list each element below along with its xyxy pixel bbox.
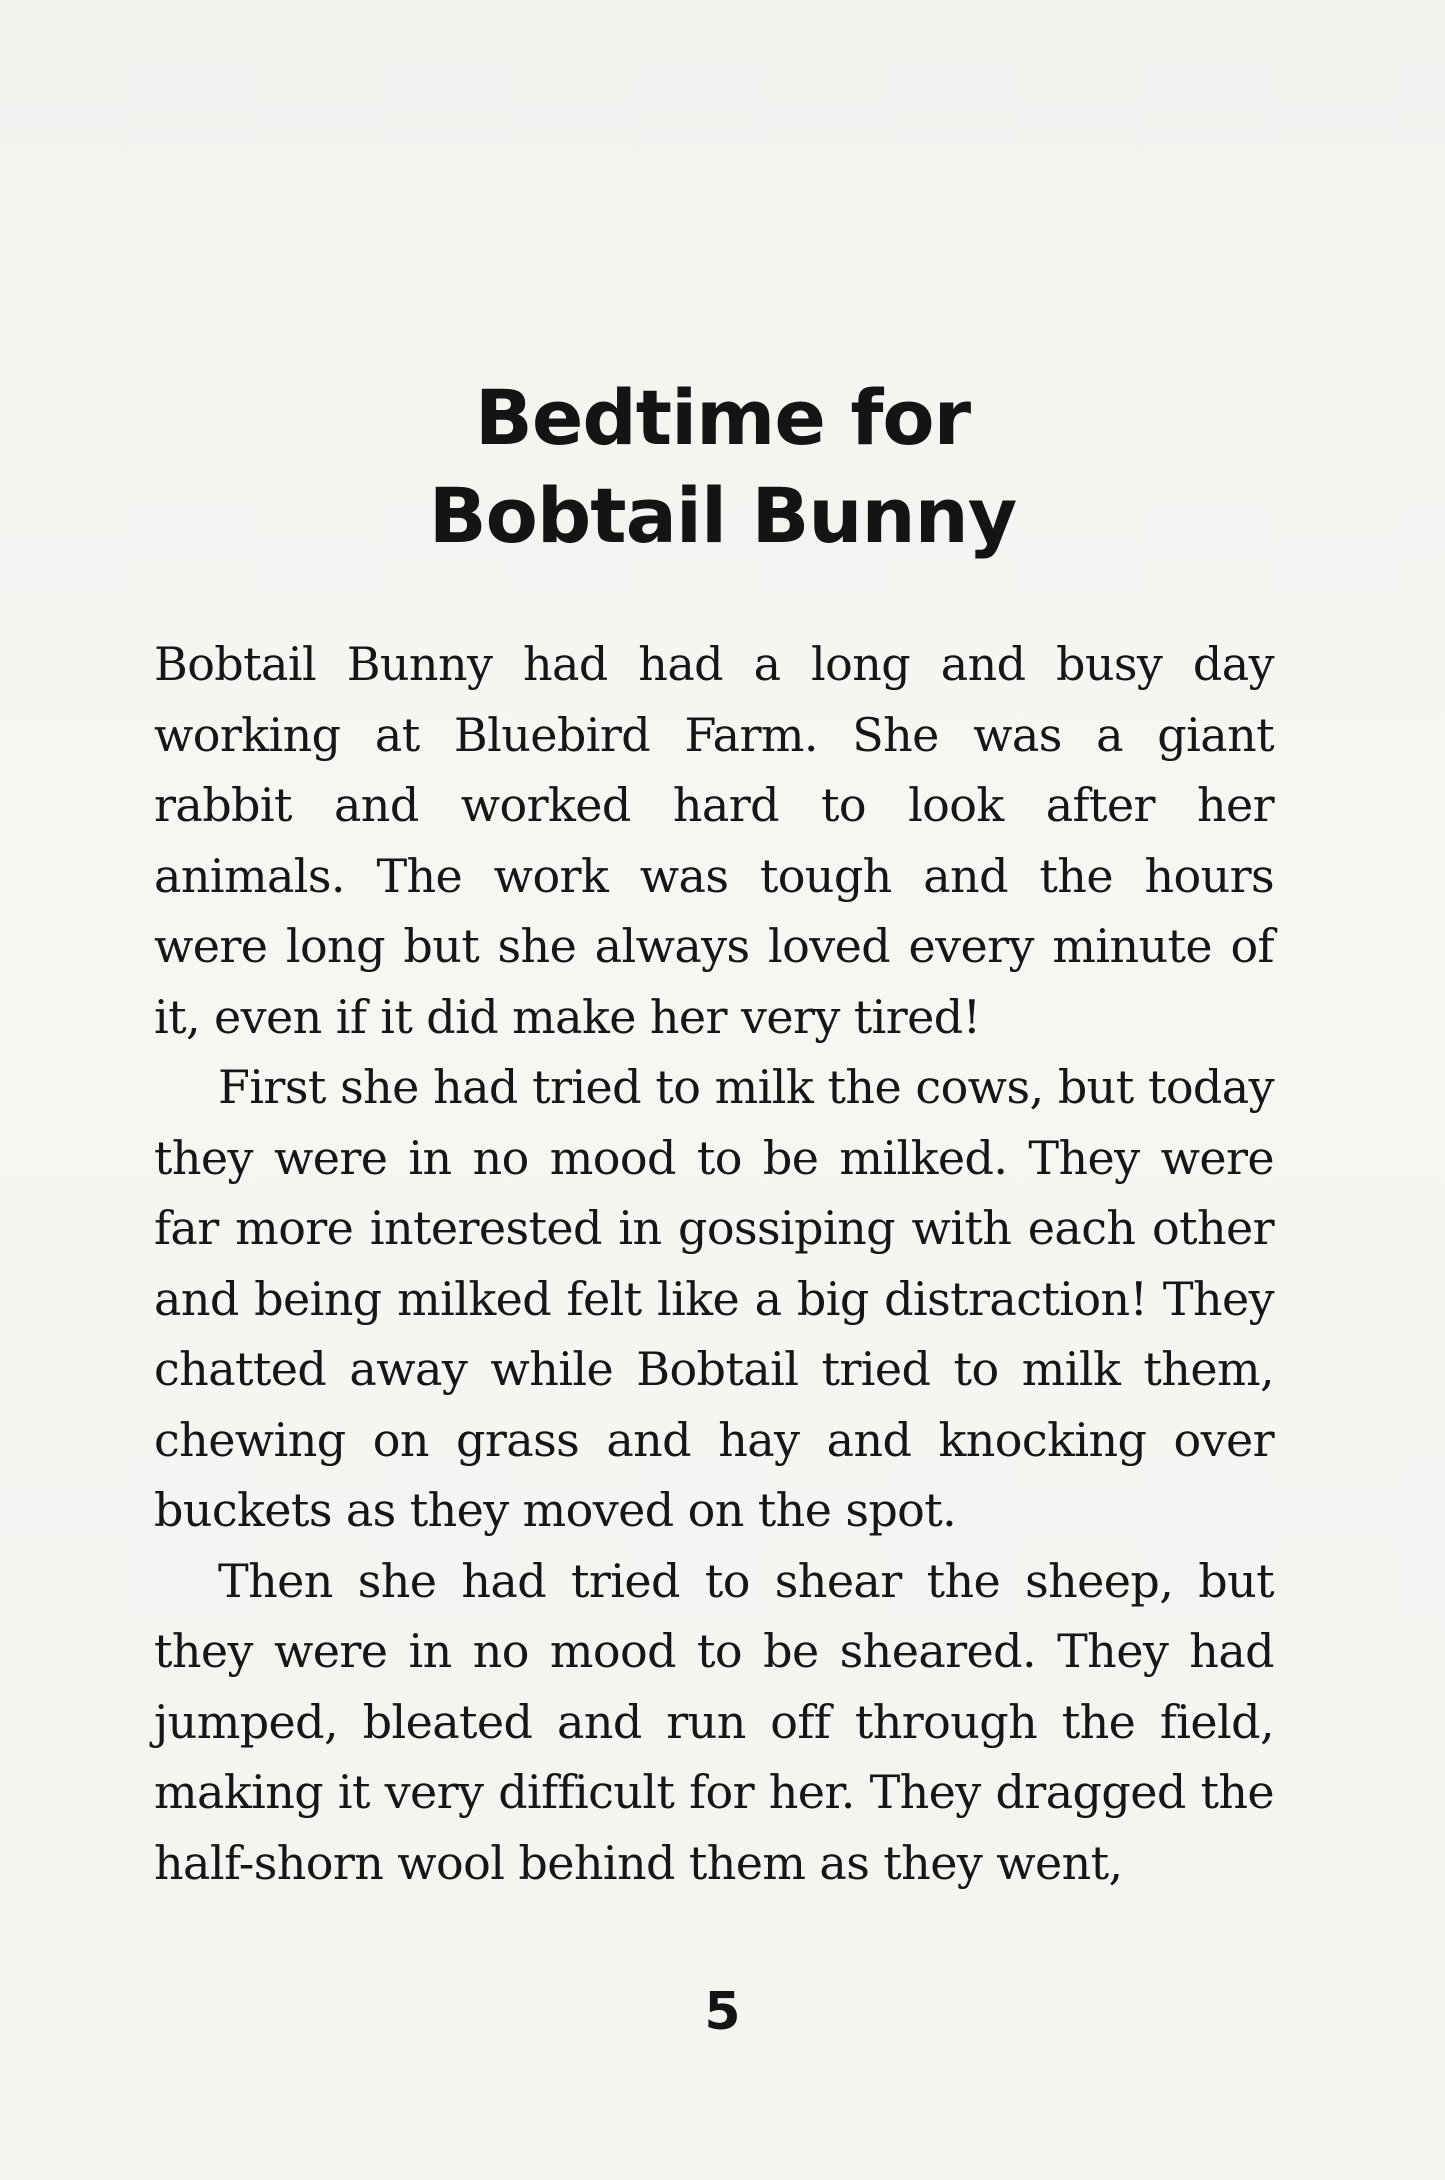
story-title-line-1: Bedtime for — [474, 372, 971, 462]
paragraph-2: First she had tried to milk the cows, but today they were in no mood to be milked. They were far more interested in gossiping with each other and being milked felt like a big distraction! They chatted away while Bobtail tried to milk them, chewing on grass and hay and knocking over buckets as they moved on the spot. — [154, 1060, 1274, 1537]
page-number: 5 — [704, 1982, 741, 2042]
paragraph-1: Bobtail Bunny had had a long and busy day working at Bluebird Farm. She was a giant rabbit and worked hard to look after her animals. The work was tough and the hours were long but she always loved every minute of it, even if it did make her very tired! — [154, 637, 1274, 1044]
story-body — [154, 629, 1274, 1898]
story-title — [0, 369, 1445, 565]
paragraph-3: Then she had tried to shear the sheep, but they were in no mood to be sheared. They had jumped, bleated and run off through the field, making it very difficult for her. They dragged the half-shorn wool behind them as they went, — [154, 1553, 1274, 1890]
story-title-line-2: Bobtail Bunny — [428, 470, 1017, 560]
